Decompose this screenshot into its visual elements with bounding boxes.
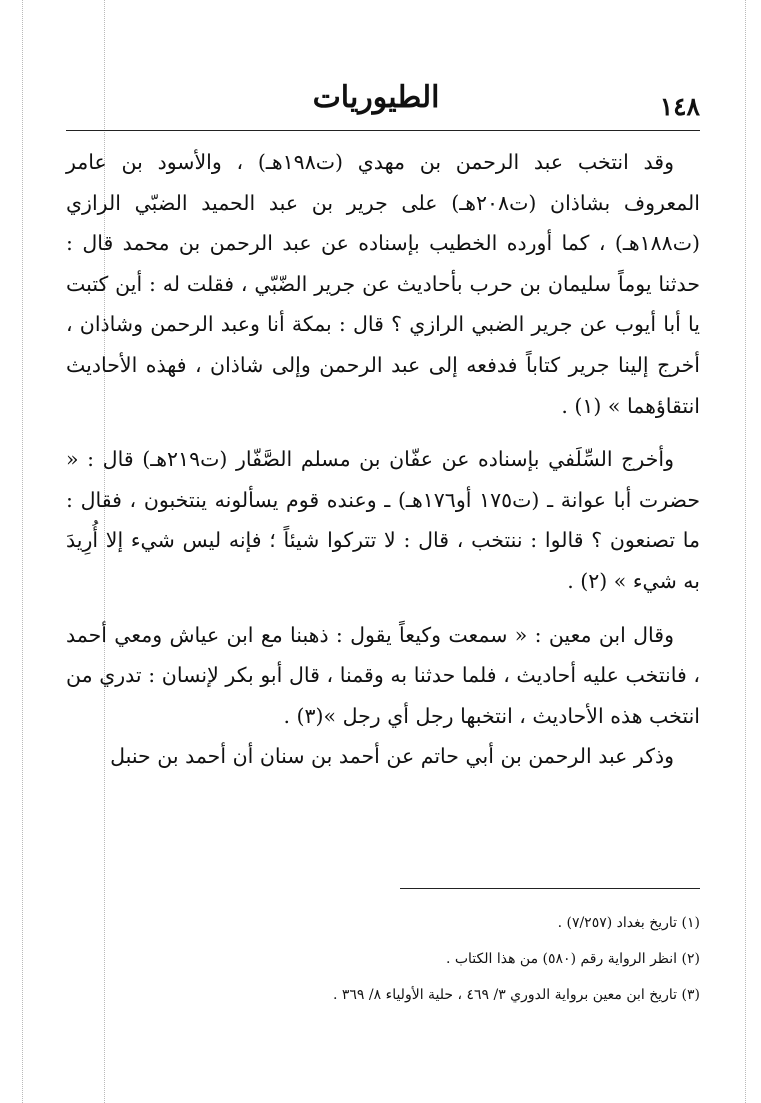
left-margin-guide	[22, 0, 23, 1103]
page-header	[66, 78, 700, 131]
paragraph: وقال ابن معين : « سمعت وكيعاً يقول : ذهبنا مع ابن عياش ومعي أحمد ، فانتخب عليه أحاديث ، فلما حدثنا به وقمنا ، قال أبو بكر لإنسان : تدري من انتخب هذه الأحاديث ، انتخبها رجل أي رجل »(٣) .	[66, 622, 700, 728]
page-number: ١٤٨	[659, 92, 700, 121]
main-text	[66, 142, 700, 777]
paragraph: وقد انتخب عبد الرحمن بن مهدي (ت١٩٨هـ) ، والأسود بن عامر المعروف بشاذان (ت٢٠٨هـ) على جرير بن عبد الحميد الضبّي الرازي (ت١٨٨هـ) ، كما أورده الخطيب بإسناده عن عبد الرحمن بن محمد قال : حدثنا يوماً سليمان بن حرب بأحاديث عن جرير الضّبّي ، فقلت له : أين كتبت يا أبا أيوب عن جرير الضبي الرازي ؟ قال : بمكة أنا وعبد الرحمن وشاذان ، أخرج إلينا جرير كتاباً فدفعه إلى عبد الرحمن وإلى شاذان ، فهذه الأحاديث انتقاؤهما » (١) .	[66, 150, 700, 418]
paragraph: وأخرج السِّلَفي بإسناده عن عفّان بن مسلم الصَّفّار (ت٢١٩هـ) قال : « حضرت أبا عوانة ـ (ت١٧٥ أو١٧٦هـ) ـ وعنده قوم يسألونه ينتخبون ، فقال : ما تصنعون ؟ قالوا : ننتخب ، قال : لا تتركوا شيئاً ؛ فإنه ليس شيء إلا أُرِيدَ به شيء » (٢) .	[66, 447, 700, 593]
footnote: (٢) انظر الرواية رقم (٥٨٠) من هذا الكتاب .	[445, 951, 700, 967]
footnote: (١) تاريخ بغداد (٧/٢٥٧) .	[557, 915, 700, 931]
right-margin-guide	[745, 0, 746, 1103]
footnote-separator	[400, 888, 700, 889]
footnote: (٣) تاريخ ابن معين برواية الدوري ٣/ ٤٦٩ ، حلية الأولياء ٨/ ٣٦٩ .	[332, 987, 700, 1003]
footnotes	[66, 905, 700, 1013]
paragraph: وذكر عبد الرحمن بن أبي حاتم عن أحمد بن سنان أن أحمد بن حنبل	[110, 744, 674, 769]
running-title: الطيوريات	[312, 80, 440, 115]
